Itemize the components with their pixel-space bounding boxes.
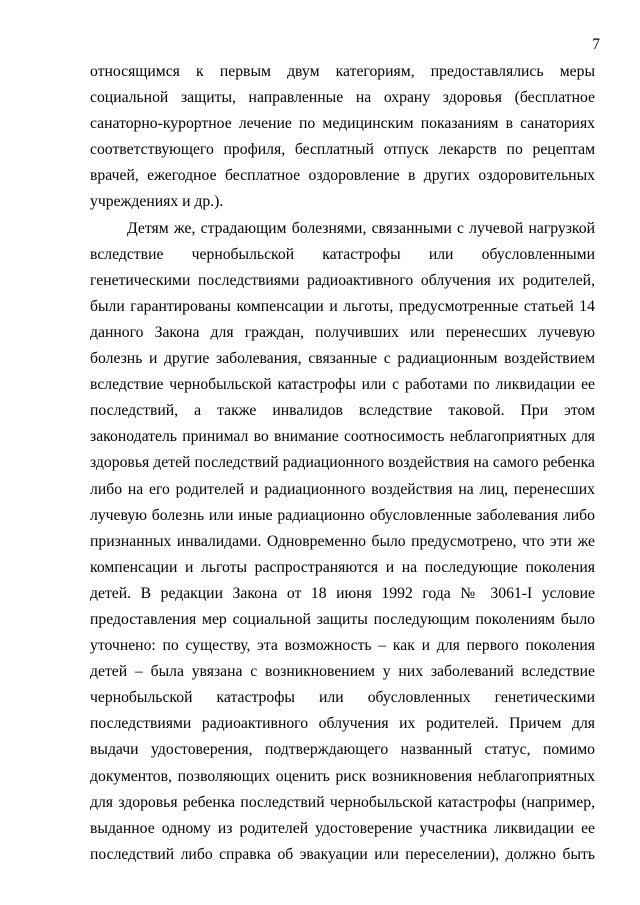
text-line: Детям же, страдающим болезнями, связанными с лучевой нагрузкой [127, 219, 595, 237]
text-line: учреждениях и др.). [90, 193, 224, 211]
text-line: санаторно-курортное лечение по медицинским показаниям в санаториях [90, 115, 595, 133]
text-line: были гарантированы компенсации и льготы, предусмотренные статьей 14 [90, 297, 595, 315]
paragraph [90, 59, 595, 216]
text-line: вследствие чернобыльской катастрофы или обусловленными [90, 245, 595, 263]
text-line: лучевую болезнь или иные радиационно обусловленные заболевания либо [90, 506, 595, 524]
text-line: либо на его родителей и радиационного воздействия на лиц, перенесших [90, 480, 595, 498]
text-line: болезнь и другие заболевания, связанные с радиационным воздействием [90, 350, 595, 368]
document-body [90, 59, 595, 868]
text-line: законодатель принимал во внимание соотносимость неблагоприятных для [90, 428, 595, 446]
text-line: социальной защиты, направленные на охрану здоровья (бесплатное [90, 89, 595, 107]
text-line: уточнено: по существу, эта возможность – как и для первого поколения [90, 637, 595, 655]
text-line: данного Закона для граждан, получивших или перенесших лучевую [90, 323, 595, 341]
text-line: для здоровья ребенка последствий чернобыльской катастрофы (например, [90, 793, 595, 811]
text-line: относящимся к первым двум категориям, предоставлялись меры [90, 63, 595, 80]
text-line: предоставления мер социальной защиты последующим поколениям было [90, 610, 595, 628]
text-line: компенсации и льготы распространяются и на последующие поколения [90, 558, 595, 576]
text-line: здоровья детей последствий радиационного воздействия на самого ребенка [90, 454, 595, 472]
text-line: детей – была увязана с возникновением у них заболеваний вследствие [90, 663, 595, 681]
page-number: 7 [592, 36, 600, 53]
text-line: выданное одному из родителей удостоверение участника ликвидации ее [90, 819, 595, 837]
text-line: чернобыльской катастрофы или обусловленных генетическими [90, 689, 595, 707]
text-line: вследствие чернобыльской катастрофы или с работами по ликвидации ее [90, 376, 595, 394]
text-line: последствиями радиоактивного облучения их родителей. Причем для [90, 715, 595, 733]
text-line: признанных инвалидами. Одновременно было предусмотрено, что эти же [90, 532, 595, 550]
text-line: генетическими последствиями радиоактивного облучения их родителей, [90, 271, 595, 289]
text-line: детей. В редакции Закона от 18 июня 1992 года № 3061-I условие [90, 584, 595, 602]
text-line: выдачи удостоверения, подтверждающего названный статус, помимо [90, 741, 595, 759]
paragraph [90, 216, 595, 868]
text-line: последствий либо справка об эвакуации или переселении), должно быть [90, 845, 595, 863]
text-line: соответствующего профиля, бесплатный отпуск лекарств по рецептам [90, 141, 595, 159]
text-line: врачей, ежегодное бесплатное оздоровление в других оздоровительных [90, 167, 595, 185]
text-line: документов, позволяющих оценить риск возникновения неблагоприятных [90, 767, 595, 785]
text-line: последствий, а также инвалидов вследствие таковой. При этом [90, 402, 595, 420]
